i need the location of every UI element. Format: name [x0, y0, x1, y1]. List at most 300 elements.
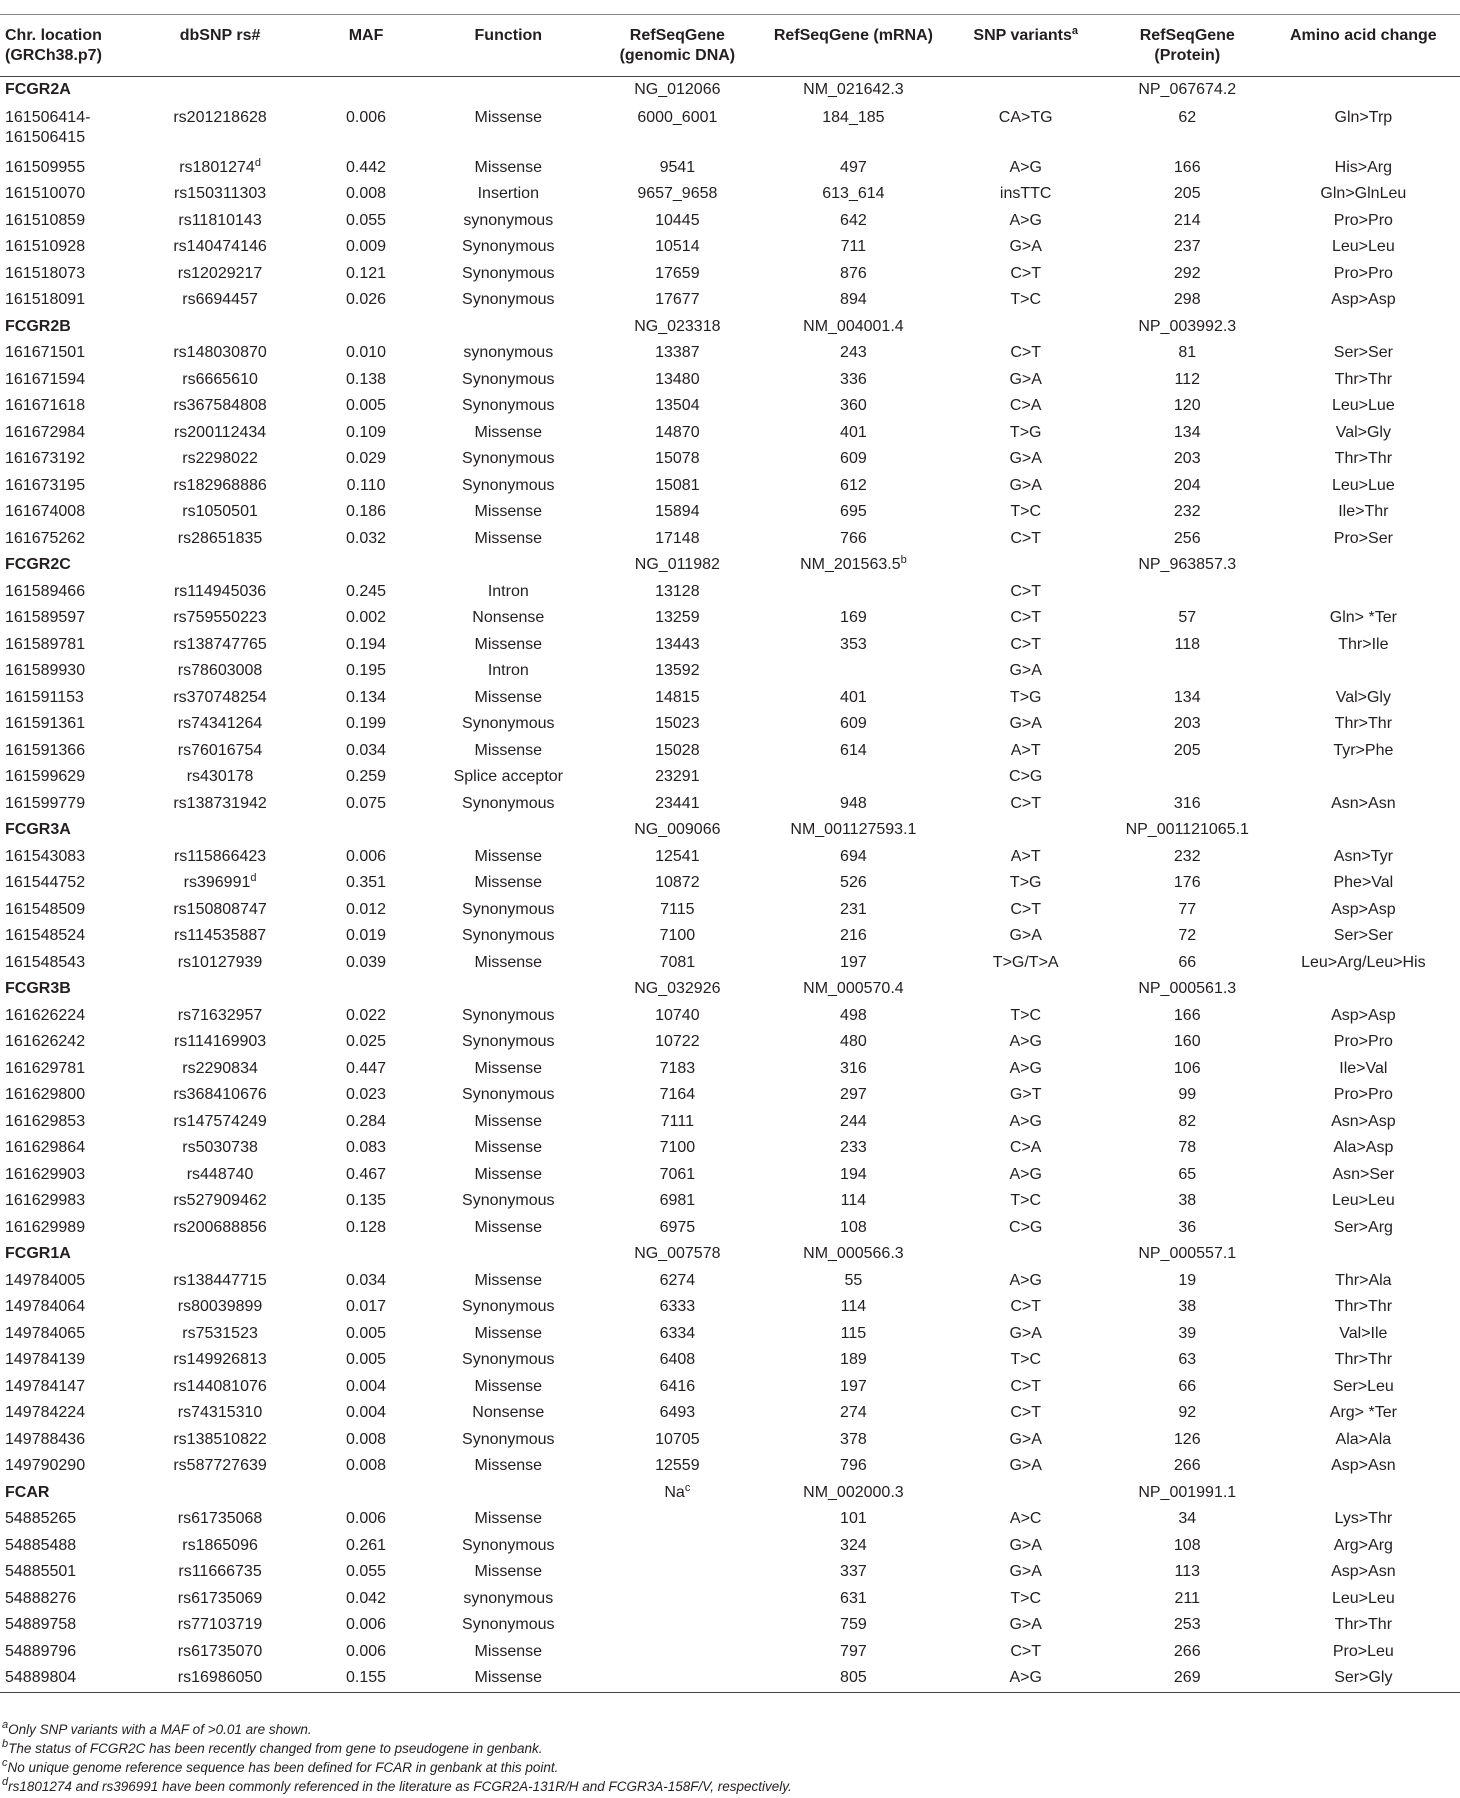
- cell-text: rs61735069: [177, 1589, 263, 1607]
- cell-text: Missense: [474, 1112, 543, 1130]
- table-cell: [944, 605, 1108, 632]
- table-cell: [425, 1321, 591, 1348]
- table-cell: [425, 287, 591, 314]
- table-cell: [1267, 261, 1460, 288]
- cell-text: 13504: [655, 397, 700, 414]
- cell-text: Val>Ile: [1339, 1324, 1388, 1342]
- table-cell: [763, 234, 943, 261]
- table-cell: [307, 1480, 425, 1507]
- table-cell: [944, 1109, 1108, 1136]
- table-cell: [1267, 1533, 1460, 1560]
- cell-text: 161672984: [5, 423, 86, 441]
- table-row: [0, 950, 1460, 977]
- cell-text: FCGR3B: [5, 980, 71, 997]
- cell-text: 337: [840, 1563, 867, 1580]
- table-cell: [425, 579, 591, 606]
- column-header: [944, 18, 1108, 77]
- cell-text: rs200688856: [173, 1218, 267, 1236]
- cell-text: 797: [840, 1642, 867, 1660]
- table-cell: [763, 579, 943, 606]
- table-cell: [1108, 1559, 1267, 1586]
- gene-gene-cell: [0, 314, 133, 341]
- cell-text: Ile>Thr: [1338, 503, 1389, 520]
- cell-text: 72: [1178, 927, 1197, 944]
- table-cell: [133, 1135, 307, 1162]
- cell-text: 694: [840, 847, 867, 865]
- table-body: [0, 77, 1460, 1693]
- table-cell: [1267, 817, 1460, 844]
- cell-text: Missense: [474, 847, 543, 865]
- table-row: [0, 1453, 1460, 1480]
- table-row: [0, 1639, 1460, 1666]
- table-cell: [425, 420, 591, 447]
- cell-text: rs28651835: [177, 529, 263, 547]
- table-cell: [1267, 870, 1460, 897]
- cell-text: NM_201563.5: [800, 556, 901, 573]
- cell-text: NP_001991.1: [1138, 1483, 1237, 1501]
- cell-text: 316: [840, 1059, 867, 1077]
- cell-text: 796: [840, 1457, 867, 1474]
- cell-text: 360: [840, 397, 867, 414]
- table-cell: [0, 367, 133, 394]
- cell-text: Pro>Pro: [1333, 1086, 1393, 1103]
- cell-text: 695: [840, 503, 867, 520]
- cell-text: 7183: [659, 1059, 696, 1077]
- cell-text: rs201218628: [173, 108, 267, 126]
- table-cell: [763, 897, 943, 924]
- table-cell: [307, 446, 425, 473]
- cell-text: NG_011982: [634, 556, 720, 573]
- gene-protein-cell: [1108, 77, 1267, 104]
- cell-text: 0.128: [346, 1218, 387, 1236]
- table-cell: [0, 234, 133, 261]
- cell-text: 161591361: [5, 715, 86, 732]
- table-cell: [425, 897, 591, 924]
- table-cell: [1108, 104, 1267, 155]
- table-cell: [0, 1533, 133, 1560]
- table-cell: [425, 208, 591, 235]
- table-cell: [591, 261, 763, 288]
- table-cell: [944, 77, 1108, 104]
- table-cell: [591, 393, 763, 420]
- cell-text: Synonymous: [462, 1351, 555, 1368]
- table-cell: [0, 685, 133, 712]
- table-cell: [307, 1533, 425, 1560]
- table-cell: [307, 367, 425, 394]
- table-cell: [1108, 1400, 1267, 1427]
- table-cell: [307, 155, 425, 182]
- table-cell: [944, 1612, 1108, 1639]
- footnote-marker: a: [1071, 25, 1078, 37]
- table-cell: [1108, 1109, 1267, 1136]
- cell-text: 161673192: [5, 450, 86, 467]
- cell-text: 948: [840, 794, 867, 812]
- table-cell: [0, 1586, 133, 1613]
- cell-text: 0.259: [346, 768, 387, 785]
- table-cell: [0, 1109, 133, 1136]
- table-cell: [763, 1427, 943, 1454]
- table-cell: [425, 923, 591, 950]
- table-row: [0, 287, 1460, 314]
- table-cell: [591, 579, 763, 606]
- cell-text: 266: [1173, 1642, 1201, 1660]
- cell-text: Synonymous: [462, 927, 555, 944]
- table-cell: [307, 181, 425, 208]
- table-cell: [1267, 314, 1460, 341]
- table-cell: [763, 420, 943, 447]
- table-cell: [763, 1029, 943, 1056]
- table-cell: [763, 1639, 943, 1666]
- table-cell: [307, 1400, 425, 1427]
- cell-text: Missense: [474, 635, 543, 653]
- table-cell: [763, 393, 943, 420]
- cell-text: rs114945036: [173, 582, 267, 600]
- table-cell: [763, 181, 943, 208]
- gene-mrna-cell: [763, 314, 943, 341]
- table-cell: [1108, 340, 1267, 367]
- table-cell: [307, 791, 425, 818]
- cell-text: 526: [840, 874, 867, 891]
- table-cell: [763, 1347, 943, 1374]
- table-cell: [944, 1321, 1108, 1348]
- table-cell: [425, 393, 591, 420]
- table-cell: [133, 77, 307, 104]
- table-cell: [0, 1268, 133, 1295]
- cell-text: 149790290: [5, 1457, 86, 1474]
- cell-text: 149784064: [5, 1298, 86, 1315]
- cell-text: rs2290834: [182, 1059, 258, 1077]
- table-cell: [591, 791, 763, 818]
- table-cell: [591, 155, 763, 182]
- table-cell: [1267, 420, 1460, 447]
- cell-text: rs182968886: [173, 476, 267, 494]
- table-cell: [944, 791, 1108, 818]
- table-cell: [1267, 658, 1460, 685]
- table-cell: [0, 1347, 133, 1374]
- cell-text: 0.034: [346, 741, 387, 759]
- table-cell: [1267, 685, 1460, 712]
- table-cell: [1108, 844, 1267, 871]
- cell-text: 0.055: [346, 211, 387, 229]
- cell-text: 12541: [655, 847, 700, 865]
- cell-text: rs16986050: [177, 1669, 263, 1686]
- cell-text: NP_001121065.1: [1125, 821, 1249, 838]
- table-row: [0, 1347, 1460, 1374]
- cell-text: 203: [1173, 450, 1201, 467]
- cell-text: 161671501: [5, 344, 86, 361]
- cell-text: Thr>Ile: [1338, 635, 1389, 653]
- table-row: [0, 844, 1460, 871]
- table-cell: [763, 738, 943, 765]
- table-cell: [0, 1135, 133, 1162]
- cell-text: Val>Gly: [1335, 688, 1391, 706]
- cell-text: 15078: [655, 450, 700, 467]
- cell-text: FCGR1A: [5, 1245, 71, 1262]
- gene-genomic-cell: [591, 1241, 763, 1268]
- cell-text: Missense: [474, 1139, 543, 1156]
- cell-text: rs138731942: [173, 794, 267, 812]
- table-cell: [425, 1347, 591, 1374]
- table-cell: [0, 1029, 133, 1056]
- cell-text: 292: [1173, 264, 1201, 282]
- table-cell: [591, 1162, 763, 1189]
- cell-text: Synonymous: [462, 450, 555, 467]
- table-cell: [0, 1612, 133, 1639]
- table-cell: [1108, 1374, 1267, 1401]
- table-cell: [1108, 605, 1267, 632]
- cell-text: 13387: [655, 344, 700, 361]
- table-cell: [307, 314, 425, 341]
- table-cell: [425, 1533, 591, 1560]
- cell-text: Intron: [487, 662, 529, 679]
- table-cell: [591, 923, 763, 950]
- cell-text: 7115: [660, 900, 695, 918]
- table-row: [0, 658, 1460, 685]
- cell-text: NM_000566.3: [803, 1245, 904, 1262]
- table-cell: [307, 897, 425, 924]
- cell-text: rs138447715: [173, 1271, 267, 1289]
- cell-text: 108: [840, 1218, 867, 1236]
- cell-text: rs149926813: [173, 1351, 267, 1368]
- table-cell: [763, 685, 943, 712]
- table-cell: [133, 314, 307, 341]
- cell-text: Synonymous: [462, 1033, 555, 1050]
- table-cell: [425, 314, 591, 341]
- cell-text: Missense: [474, 158, 543, 176]
- cell-text: 401: [840, 688, 867, 706]
- cell-text: C>T: [1010, 1298, 1042, 1315]
- table-cell: [425, 77, 591, 104]
- table-cell: [425, 1559, 591, 1586]
- table-row: [0, 420, 1460, 447]
- table-cell: [1267, 605, 1460, 632]
- table-cell: [763, 1586, 943, 1613]
- cell-text: 161548543: [5, 953, 86, 971]
- cell-text: 113: [1174, 1563, 1201, 1580]
- cell-text: Ser>Ser: [1333, 927, 1393, 944]
- table-cell: [591, 208, 763, 235]
- cell-text: 0.155: [346, 1669, 387, 1686]
- table-cell: [1267, 1639, 1460, 1666]
- cell-text: Asp>Asn: [1331, 1457, 1396, 1474]
- table-cell: [1108, 287, 1267, 314]
- table-cell: [0, 1162, 133, 1189]
- table-cell: [1108, 499, 1267, 526]
- gene-protein-cell: [1108, 314, 1267, 341]
- table-cell: [591, 897, 763, 924]
- cell-text: 161510859: [5, 211, 86, 229]
- cell-text: 10722: [655, 1033, 700, 1050]
- table-cell: [307, 658, 425, 685]
- cell-text: Synonymous: [462, 1616, 555, 1633]
- table-cell: [307, 1506, 425, 1533]
- table-cell: [0, 1639, 133, 1666]
- cell-text: 401: [840, 423, 867, 441]
- table-cell: [591, 1109, 763, 1136]
- cell-text: 55: [844, 1271, 863, 1289]
- table-cell: [0, 473, 133, 500]
- cell-text: 161548509: [5, 900, 86, 918]
- table-cell: [763, 104, 943, 155]
- table-row: [0, 473, 1460, 500]
- table-cell: [0, 738, 133, 765]
- table-cell: [0, 1294, 133, 1321]
- cell-text: 0.032: [346, 529, 387, 547]
- footnote-marker: d: [250, 872, 257, 884]
- footnote-marker: b: [900, 554, 907, 566]
- cell-text: 23441: [655, 794, 700, 812]
- cell-text: 0.010: [346, 344, 387, 361]
- table-cell: [133, 1082, 307, 1109]
- cell-text: 6333: [659, 1298, 696, 1315]
- cell-text: Intron: [487, 582, 529, 600]
- table-cell: [133, 1003, 307, 1030]
- cell-text: FCGR2B: [5, 317, 71, 335]
- cell-text: 108: [1173, 1536, 1201, 1554]
- cell-text: 204: [1173, 476, 1201, 494]
- cell-text: T>G/T>A: [992, 953, 1059, 971]
- cell-text: 0.284: [346, 1112, 387, 1130]
- table-row: [0, 499, 1460, 526]
- table-cell: [591, 1453, 763, 1480]
- cell-text: NM_004001.4: [803, 317, 904, 335]
- table-cell: [0, 791, 133, 818]
- table-cell: [133, 1294, 307, 1321]
- table-cell: [0, 526, 133, 553]
- gene-row: [0, 552, 1460, 579]
- cell-text: 711: [840, 238, 867, 255]
- cell-text: 0.134: [346, 688, 387, 706]
- table-cell: [1267, 1559, 1460, 1586]
- table-cell: [425, 1109, 591, 1136]
- table-cell: [944, 1135, 1108, 1162]
- cell-text: 10872: [655, 874, 700, 891]
- table-cell: [763, 658, 943, 685]
- table-cell: [425, 658, 591, 685]
- cell-text: 161671594: [5, 370, 86, 388]
- cell-text: Asn>Asp: [1331, 1112, 1396, 1130]
- table-cell: [0, 1559, 133, 1586]
- cell-text: rs368410676: [173, 1086, 267, 1103]
- cell-text: rs6694457: [182, 291, 258, 308]
- cell-text: Na: [664, 1483, 685, 1501]
- table-cell: [1267, 208, 1460, 235]
- table-cell: [133, 1056, 307, 1083]
- cell-text: Splice acceptor: [453, 768, 563, 785]
- table-cell: [133, 1612, 307, 1639]
- gene-genomic-cell: [591, 77, 763, 104]
- table-row: [0, 1268, 1460, 1295]
- table-cell: [425, 1056, 591, 1083]
- cell-text: rs200112434: [173, 423, 267, 441]
- cell-text: 214: [1173, 211, 1201, 229]
- cell-text: 65: [1178, 1165, 1197, 1183]
- column-header: [133, 18, 307, 77]
- table-cell: [1108, 658, 1267, 685]
- cell-text: FCGR2A: [5, 81, 71, 98]
- cell-text: C>A: [1009, 397, 1042, 414]
- cell-text: 353: [840, 635, 867, 653]
- cell-text: 184_185: [822, 108, 885, 126]
- cell-text: NP_000561.3: [1138, 980, 1237, 997]
- table-cell: [425, 738, 591, 765]
- cell-text: rs71632957: [177, 1006, 263, 1024]
- cell-text: A>G: [1009, 1112, 1042, 1130]
- cell-text: 13480: [655, 370, 700, 388]
- table-cell: [1267, 1294, 1460, 1321]
- cell-text: 161629903: [5, 1165, 86, 1183]
- cell-text: Thr>Thr: [1334, 370, 1393, 388]
- cell-text: C>G: [1009, 1218, 1043, 1236]
- table-cell: [1108, 1029, 1267, 1056]
- table-cell: [591, 1586, 763, 1613]
- table-cell: [425, 552, 591, 579]
- table-cell: [1267, 897, 1460, 924]
- table-row: [0, 791, 1460, 818]
- table-cell: [307, 1453, 425, 1480]
- table-cell: [0, 764, 133, 791]
- table-cell: [591, 1082, 763, 1109]
- cell-text: Leu>Arg/Leu>His: [1301, 953, 1426, 971]
- table-cell: [425, 1082, 591, 1109]
- footnote-marker: b: [2, 1738, 9, 1750]
- cell-text: 149784139: [5, 1351, 86, 1368]
- table-cell: [1108, 1135, 1267, 1162]
- table-cell: [425, 367, 591, 394]
- table-cell: [133, 950, 307, 977]
- table-cell: [944, 287, 1108, 314]
- table-cell: [1267, 473, 1460, 500]
- footnote: [2, 1720, 1458, 1739]
- table-row: [0, 104, 1460, 155]
- table-cell: [133, 261, 307, 288]
- cell-text: 17148: [655, 529, 700, 547]
- cell-text: 7164: [659, 1086, 696, 1103]
- table-row: [0, 1612, 1460, 1639]
- table-cell: [0, 181, 133, 208]
- table-cell: [591, 685, 763, 712]
- gene-mrna-cell: [763, 552, 943, 579]
- table-cell: [0, 1215, 133, 1242]
- table-cell: [307, 844, 425, 871]
- table-cell: [944, 208, 1108, 235]
- footnote: [2, 1758, 1458, 1777]
- table-cell: [307, 764, 425, 791]
- cell-text: 54885488: [5, 1536, 77, 1554]
- table-cell: [307, 1215, 425, 1242]
- cell-text: A>G: [1009, 1033, 1042, 1050]
- table-cell: [133, 1453, 307, 1480]
- table-cell: [591, 1294, 763, 1321]
- cell-text: Asn>Asn: [1331, 794, 1396, 812]
- gene-row: [0, 817, 1460, 844]
- table-cell: [133, 579, 307, 606]
- cell-text: 161544752: [5, 874, 86, 891]
- cell-text: G>A: [1009, 1324, 1042, 1342]
- table-cell: [763, 1003, 943, 1030]
- table-cell: [1267, 526, 1460, 553]
- table-cell: [944, 104, 1108, 155]
- table-cell: [944, 711, 1108, 738]
- cell-text: C>T: [1010, 582, 1042, 600]
- cell-text: 161589466: [5, 582, 86, 600]
- table-cell: [307, 1665, 425, 1692]
- cell-text: 7081: [659, 953, 696, 971]
- table-cell: [1108, 393, 1267, 420]
- table-cell: [591, 870, 763, 897]
- table-cell: [425, 1506, 591, 1533]
- table-cell: [944, 1241, 1108, 1268]
